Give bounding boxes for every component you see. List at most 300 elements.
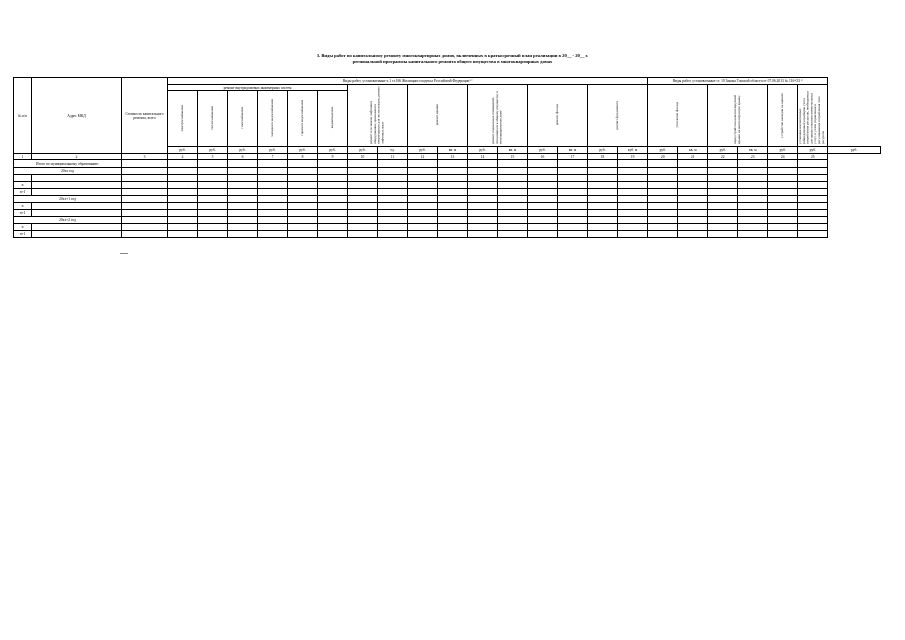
header-total-cost-label: Стоимость капитального ремонта, всего	[125, 111, 164, 120]
empty-cell	[738, 231, 768, 238]
empty-cell	[438, 217, 468, 224]
empty-cell	[228, 217, 258, 224]
empty-cell	[408, 189, 438, 196]
header-address-label: Адрес МКД	[67, 113, 86, 118]
empty-cell	[648, 168, 678, 175]
row-n1-label: n+1	[14, 231, 32, 238]
empty-cell	[228, 196, 258, 203]
empty-cell	[408, 175, 438, 182]
unit-cell: руб.	[288, 147, 318, 154]
column-number: 9	[318, 154, 348, 160]
empty-cell	[288, 175, 318, 182]
header-group-regional-law-label: Виды работ, установленные ст. 10 Закона Томской области от 07.06.2013 № 116-ОЗ ²⁾	[672, 79, 803, 83]
empty-cell	[468, 196, 498, 203]
empty-cell	[348, 224, 378, 231]
column-number: 16	[528, 154, 558, 160]
header-work-type	[408, 85, 468, 147]
column-number: 24	[768, 154, 798, 160]
empty-cell	[32, 175, 122, 182]
row-n1-label: n+1	[14, 189, 32, 196]
empty-cell	[348, 231, 378, 238]
empty-cell	[498, 175, 528, 182]
empty-cell	[738, 224, 768, 231]
empty-cell	[378, 224, 408, 231]
header-engineering-subtype-label: электроснабжения	[179, 104, 184, 132]
empty-cell	[678, 182, 708, 189]
empty-cell	[528, 224, 558, 231]
row-spacer	[14, 175, 32, 182]
document-title-line1: 3. Виды работ по капитальному ремонту многоквартирных домов, включенных в краткосрочный план реализации в 20__ - 20__ г.	[316, 53, 589, 58]
empty-cell	[122, 196, 168, 203]
empty-cell	[738, 203, 768, 210]
empty-cell	[468, 168, 498, 175]
empty-cell	[168, 182, 198, 189]
year-row-label: 20хх+2 год	[14, 217, 122, 224]
empty-cell	[588, 160, 618, 168]
empty-cell	[498, 224, 528, 231]
empty-cell	[198, 231, 228, 238]
empty-cell	[618, 217, 648, 224]
header-no	[14, 78, 32, 154]
empty-cell	[648, 196, 678, 203]
empty-cell	[348, 210, 378, 217]
unit-cell: руб.	[258, 147, 288, 154]
header-work-type-label: утепление фасада	[674, 102, 679, 128]
empty-cell	[228, 210, 258, 217]
column-number: 20	[648, 154, 678, 160]
unit-cell: куб. м	[618, 147, 648, 154]
empty-cell	[618, 203, 648, 210]
empty-cell	[798, 182, 828, 189]
empty-cell	[648, 224, 678, 231]
empty-cell	[122, 189, 168, 196]
row-n1-label: n+1	[14, 210, 32, 217]
empty-cell	[648, 203, 678, 210]
empty-cell	[798, 203, 828, 210]
empty-cell	[378, 196, 408, 203]
empty-cell	[32, 182, 122, 189]
header-work-type	[708, 85, 768, 147]
empty-cell	[288, 217, 318, 224]
empty-cell	[438, 203, 468, 210]
empty-cell	[528, 175, 558, 182]
empty-cell	[32, 224, 122, 231]
empty-cell	[258, 182, 288, 189]
unit-cell: руб.	[228, 147, 258, 154]
column-number: 2	[32, 154, 122, 160]
empty-cell	[558, 196, 588, 203]
empty-cell	[258, 210, 288, 217]
empty-cell	[228, 182, 258, 189]
empty-cell	[798, 189, 828, 196]
empty-cell	[228, 175, 258, 182]
empty-cell	[798, 231, 828, 238]
empty-cell	[258, 231, 288, 238]
empty-cell	[528, 231, 558, 238]
header-engineering-subtype	[288, 91, 318, 147]
empty-cell	[408, 196, 438, 203]
empty-cell	[798, 196, 828, 203]
empty-cell	[768, 203, 798, 210]
unit-cell: руб.	[648, 147, 678, 154]
empty-cell	[498, 217, 528, 224]
empty-cell	[348, 196, 378, 203]
empty-cell	[528, 217, 558, 224]
empty-cell	[678, 210, 708, 217]
empty-cell	[648, 160, 678, 168]
header-engineering-subtype	[168, 91, 198, 147]
empty-cell	[198, 217, 228, 224]
empty-cell	[648, 210, 678, 217]
empty-cell	[708, 217, 738, 224]
empty-cell	[288, 224, 318, 231]
empty-cell	[198, 168, 228, 175]
empty-cell	[588, 231, 618, 238]
column-number: 15	[498, 154, 528, 160]
empty-cell	[378, 203, 408, 210]
empty-cell	[558, 189, 588, 196]
empty-cell	[288, 168, 318, 175]
empty-cell	[168, 224, 198, 231]
empty-cell	[708, 175, 738, 182]
empty-cell	[198, 175, 228, 182]
empty-cell	[708, 168, 738, 175]
column-number: 19	[618, 154, 648, 160]
unit-cell: кв. м	[558, 147, 588, 154]
empty-cell	[708, 210, 738, 217]
header-work-type	[468, 85, 528, 147]
empty-cell	[588, 210, 618, 217]
empty-cell	[408, 217, 438, 224]
header-engineering-subtype-label: водоотведения	[329, 107, 334, 129]
empty-cell	[498, 203, 528, 210]
empty-cell	[438, 160, 468, 168]
empty-cell	[588, 189, 618, 196]
empty-cell	[288, 231, 318, 238]
empty-cell	[768, 168, 798, 175]
empty-cell	[198, 203, 228, 210]
empty-cell	[288, 196, 318, 203]
empty-cell	[498, 182, 528, 189]
header-no-label: № п/п	[17, 113, 28, 118]
empty-cell	[678, 224, 708, 231]
empty-cell	[588, 196, 618, 203]
empty-cell	[318, 210, 348, 217]
column-number: 23	[738, 154, 768, 160]
empty-cell	[558, 168, 588, 175]
empty-cell	[408, 210, 438, 217]
empty-cell	[798, 210, 828, 217]
empty-cell	[32, 203, 122, 210]
header-address	[32, 78, 122, 154]
empty-cell	[558, 210, 588, 217]
empty-cell	[168, 196, 198, 203]
empty-cell	[468, 160, 498, 168]
unit-cell: руб.	[588, 147, 618, 154]
column-number: 21	[678, 154, 708, 160]
column-number: 25	[798, 154, 828, 160]
unit-cell: руб.	[408, 147, 438, 154]
empty-cell	[122, 175, 168, 182]
empty-cell	[318, 224, 348, 231]
empty-cell	[588, 217, 618, 224]
empty-cell	[738, 196, 768, 203]
empty-cell	[768, 217, 798, 224]
empty-cell	[768, 160, 798, 168]
empty-cell	[468, 231, 498, 238]
empty-cell	[378, 175, 408, 182]
empty-cell	[528, 196, 558, 203]
empty-cell	[768, 175, 798, 182]
empty-cell	[318, 196, 348, 203]
empty-cell	[378, 182, 408, 189]
header-work-type-label: ремонт крыши	[434, 104, 439, 126]
row-n-label: n	[14, 182, 32, 189]
empty-cell	[498, 168, 528, 175]
empty-cell	[498, 231, 528, 238]
empty-cell	[498, 160, 528, 168]
header-engineering-subtype-label: газоснабжения	[239, 107, 244, 129]
empty-cell	[678, 231, 708, 238]
empty-cell	[378, 189, 408, 196]
empty-cell	[378, 217, 408, 224]
stray-mark	[120, 253, 128, 254]
header-engineering-subtype	[258, 91, 288, 147]
header-work-type	[348, 85, 408, 147]
header-group-regional-law	[648, 78, 828, 85]
empty-cell	[228, 224, 258, 231]
empty-cell	[122, 217, 168, 224]
empty-cell	[198, 224, 228, 231]
empty-cell	[528, 189, 558, 196]
empty-cell	[768, 231, 798, 238]
empty-cell	[738, 189, 768, 196]
empty-cell	[438, 175, 468, 182]
empty-cell	[258, 160, 288, 168]
header-work-type	[768, 85, 798, 147]
header-work-type-label: устройство выходов на кровлю	[779, 92, 784, 138]
column-number: 7	[258, 154, 288, 160]
empty-cell	[798, 217, 828, 224]
empty-cell	[498, 189, 528, 196]
unit-cell: кв. м	[738, 147, 768, 154]
column-number: 5	[198, 154, 228, 160]
empty-cell	[32, 231, 122, 238]
empty-cell	[558, 203, 588, 210]
empty-cell	[408, 231, 438, 238]
empty-cell	[528, 203, 558, 210]
empty-cell	[438, 224, 468, 231]
unit-cell: руб.	[468, 147, 498, 154]
empty-cell	[648, 175, 678, 182]
empty-cell	[708, 224, 738, 231]
empty-cell	[348, 189, 378, 196]
header-work-type-label: ремонт фасада	[554, 104, 559, 126]
empty-cell	[678, 196, 708, 203]
empty-cell	[648, 217, 678, 224]
unit-cell: ед.	[378, 147, 408, 154]
empty-cell	[708, 203, 738, 210]
empty-cell	[228, 189, 258, 196]
empty-cell	[678, 175, 708, 182]
empty-cell	[378, 160, 408, 168]
header-work-type-label: ремонт или замена лифтового оборудования, признанного непригодным для эксплуатации, ремонт лифтовых шахт	[368, 86, 385, 144]
empty-cell	[168, 210, 198, 217]
empty-cell	[122, 224, 168, 231]
empty-cell	[438, 189, 468, 196]
header-engineering-subtype-label: холодного водоснабжения	[269, 99, 274, 137]
empty-cell	[122, 182, 168, 189]
header-work-type	[528, 85, 588, 147]
empty-cell	[348, 168, 378, 175]
empty-cell	[738, 175, 768, 182]
empty-cell	[228, 231, 258, 238]
empty-cell	[348, 203, 378, 210]
empty-cell	[408, 203, 438, 210]
column-number: 17	[558, 154, 588, 160]
header-engineering-subtype-label: горячего водоснабжения	[299, 100, 304, 136]
empty-cell	[708, 231, 738, 238]
empty-cell	[288, 189, 318, 196]
empty-cell	[468, 203, 498, 210]
empty-cell	[588, 168, 618, 175]
empty-cell	[408, 182, 438, 189]
header-engineering-subtype	[228, 91, 258, 147]
unit-cell: руб.	[198, 147, 228, 154]
empty-cell	[258, 196, 288, 203]
header-engineering-subtype	[198, 91, 228, 147]
empty-cell	[168, 231, 198, 238]
empty-cell	[228, 203, 258, 210]
empty-cell	[168, 160, 198, 168]
empty-cell	[438, 196, 468, 203]
unit-cell: кв. м	[678, 147, 708, 154]
empty-cell	[558, 175, 588, 182]
empty-cell	[468, 224, 498, 231]
empty-cell	[618, 175, 648, 182]
header-work-type-label: установка коллективных (общедомовых) приборов учета потребления ресурсов, необходимых для предоставления коммунальных услуг, и узлов управления и регулирования потребления этих ресурсов	[798, 90, 826, 144]
empty-cell	[588, 224, 618, 231]
empty-cell	[528, 160, 558, 168]
empty-cell	[198, 210, 228, 217]
empty-cell	[258, 175, 288, 182]
unit-cell: кв. м	[438, 147, 468, 154]
empty-cell	[618, 160, 648, 168]
column-number: 1	[14, 154, 32, 160]
empty-cell	[558, 182, 588, 189]
column-number: 10	[348, 154, 378, 160]
empty-cell	[768, 189, 798, 196]
empty-cell	[228, 160, 258, 168]
empty-cell	[678, 160, 708, 168]
empty-cell	[168, 203, 198, 210]
unit-cell: руб.	[168, 147, 198, 154]
year-row-label: 20хх+1 год	[14, 196, 122, 203]
empty-cell	[32, 189, 122, 196]
capital-repair-table	[13, 77, 881, 238]
empty-cell	[738, 210, 768, 217]
empty-cell	[618, 189, 648, 196]
empty-cell	[258, 224, 288, 231]
header-group-housing-code-label: Виды работ, установленные ч.1 ст.166 Жилищного кодекса Российской Федерации ¹⁾	[342, 79, 473, 83]
empty-cell	[198, 160, 228, 168]
empty-cell	[558, 217, 588, 224]
column-number: 8	[288, 154, 318, 160]
empty-cell	[468, 189, 498, 196]
empty-cell	[122, 231, 168, 238]
empty-cell	[678, 203, 708, 210]
empty-cell	[318, 217, 348, 224]
empty-cell	[318, 160, 348, 168]
header-work-type	[588, 85, 648, 147]
empty-cell	[468, 182, 498, 189]
empty-cell	[558, 224, 588, 231]
column-number: 13	[438, 154, 468, 160]
empty-cell	[618, 224, 648, 231]
header-work-type	[798, 85, 828, 147]
empty-cell	[618, 182, 648, 189]
empty-cell	[438, 168, 468, 175]
empty-cell	[198, 196, 228, 203]
empty-cell	[258, 217, 288, 224]
empty-cell	[198, 182, 228, 189]
empty-cell	[738, 160, 768, 168]
empty-cell	[798, 168, 828, 175]
empty-cell	[768, 210, 798, 217]
empty-cell	[738, 182, 768, 189]
empty-cell	[408, 160, 438, 168]
empty-cell	[318, 182, 348, 189]
empty-cell	[168, 168, 198, 175]
empty-cell	[768, 196, 798, 203]
empty-cell	[618, 168, 648, 175]
empty-cell	[678, 217, 708, 224]
year-row-label: 20хх год	[14, 168, 122, 175]
row-n-label: n	[14, 224, 32, 231]
empty-cell	[318, 189, 348, 196]
unit-cell: руб.	[318, 147, 348, 154]
empty-cell	[318, 203, 348, 210]
empty-cell	[228, 168, 258, 175]
empty-cell	[258, 168, 288, 175]
empty-cell	[558, 160, 588, 168]
empty-cell	[618, 210, 648, 217]
row-n-label: n	[14, 203, 32, 210]
empty-cell	[288, 160, 318, 168]
column-number: 3	[122, 154, 168, 160]
header-group-housing-code	[168, 78, 648, 85]
empty-cell	[378, 168, 408, 175]
header-work-type-label: ремонт подвальных помещений, относящихся к общему имуществу в многоквартирном доме	[490, 91, 503, 144]
empty-cell	[468, 217, 498, 224]
column-number: 18	[588, 154, 618, 160]
empty-cell	[408, 168, 438, 175]
empty-cell	[768, 182, 798, 189]
empty-cell	[798, 224, 828, 231]
empty-cell	[288, 182, 318, 189]
header-work-type-label: ремонт фундамента	[614, 100, 619, 130]
empty-cell	[708, 160, 738, 168]
column-number: 11	[378, 154, 408, 160]
empty-cell	[258, 189, 288, 196]
unit-cell: руб.	[798, 147, 828, 154]
empty-cell	[498, 196, 528, 203]
column-number: 4	[168, 154, 198, 160]
total-row-label: Итого по муниципальному образованию:	[14, 160, 122, 168]
empty-cell	[768, 224, 798, 231]
empty-cell	[438, 231, 468, 238]
empty-cell	[122, 210, 168, 217]
